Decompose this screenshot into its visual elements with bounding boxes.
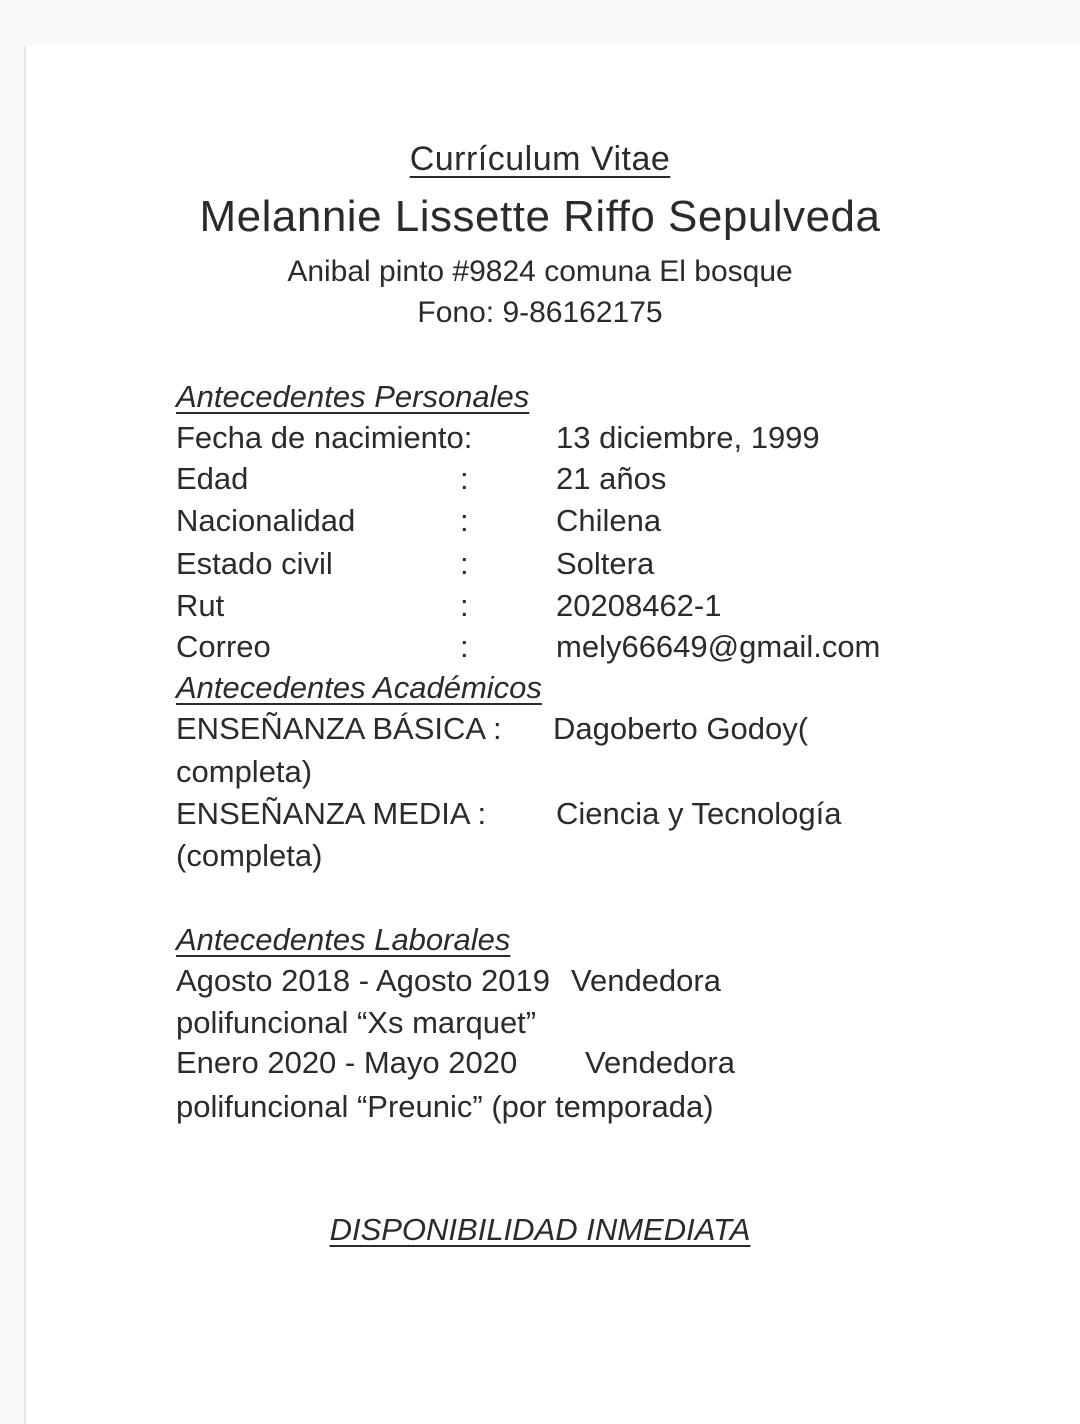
nationality-colon: : [460,503,469,538]
rut-colon: : [460,588,469,623]
email-value: mely66649@gmail.com [556,629,881,664]
media-education-status: (completa) [176,838,323,873]
job2-period: Enero 2020 - Mayo 2020 [176,1045,518,1080]
job1-detail: polifuncional “Xs marquet” [176,1005,537,1040]
age-value: 21 años [556,461,667,496]
section-title-academic: Antecedentes Académicos [176,670,542,705]
document-title: Currículum Vitae [409,140,671,178]
job2-detail: polifuncional “Preunic” (por temporada) [176,1089,714,1124]
rut-value: 20208462-1 [556,588,722,623]
address: Anibal pinto #9824 comuna El bosque [287,255,793,288]
age-colon: : [460,461,469,496]
email-label: Correo [176,629,271,664]
basic-education-value: Dagoberto Godoy( [553,711,809,746]
job1-role: Vendedora [571,963,721,998]
email-colon: : [460,629,469,664]
availability-note: DISPONIBILIDAD INMEDIATA [329,1212,751,1247]
job1-period: Agosto 2018 - Agosto 2019 [176,963,551,998]
age-label: Edad [176,461,249,496]
birthdate-value: 13 diciembre, 1999 [556,420,820,455]
section-title-work: Antecedentes Laborales [176,922,511,957]
rut-label: Rut [176,588,225,623]
nationality-value: Chilena [556,503,662,538]
civil-status-value: Soltera [556,546,655,581]
nationality-label: Nacionalidad [176,503,356,538]
candidate-name: Melannie Lissette Riffo Sepulveda [199,192,881,241]
birthdate-label: Fecha de nacimiento: [176,420,473,455]
basic-education-status: completa) [176,754,313,789]
media-education-label: ENSEÑANZA MEDIA : [176,796,487,831]
media-education-value: Ciencia y Tecnología [556,796,842,831]
civil-status-label: Estado civil [176,546,333,581]
basic-education-label: ENSEÑANZA BÁSICA : [176,711,502,746]
section-title-personal: Antecedentes Personales [176,379,530,414]
job2-role: Vendedora [585,1045,735,1080]
civil-status-colon: : [460,546,469,581]
phone: Fono: 9-86162175 [417,296,663,329]
